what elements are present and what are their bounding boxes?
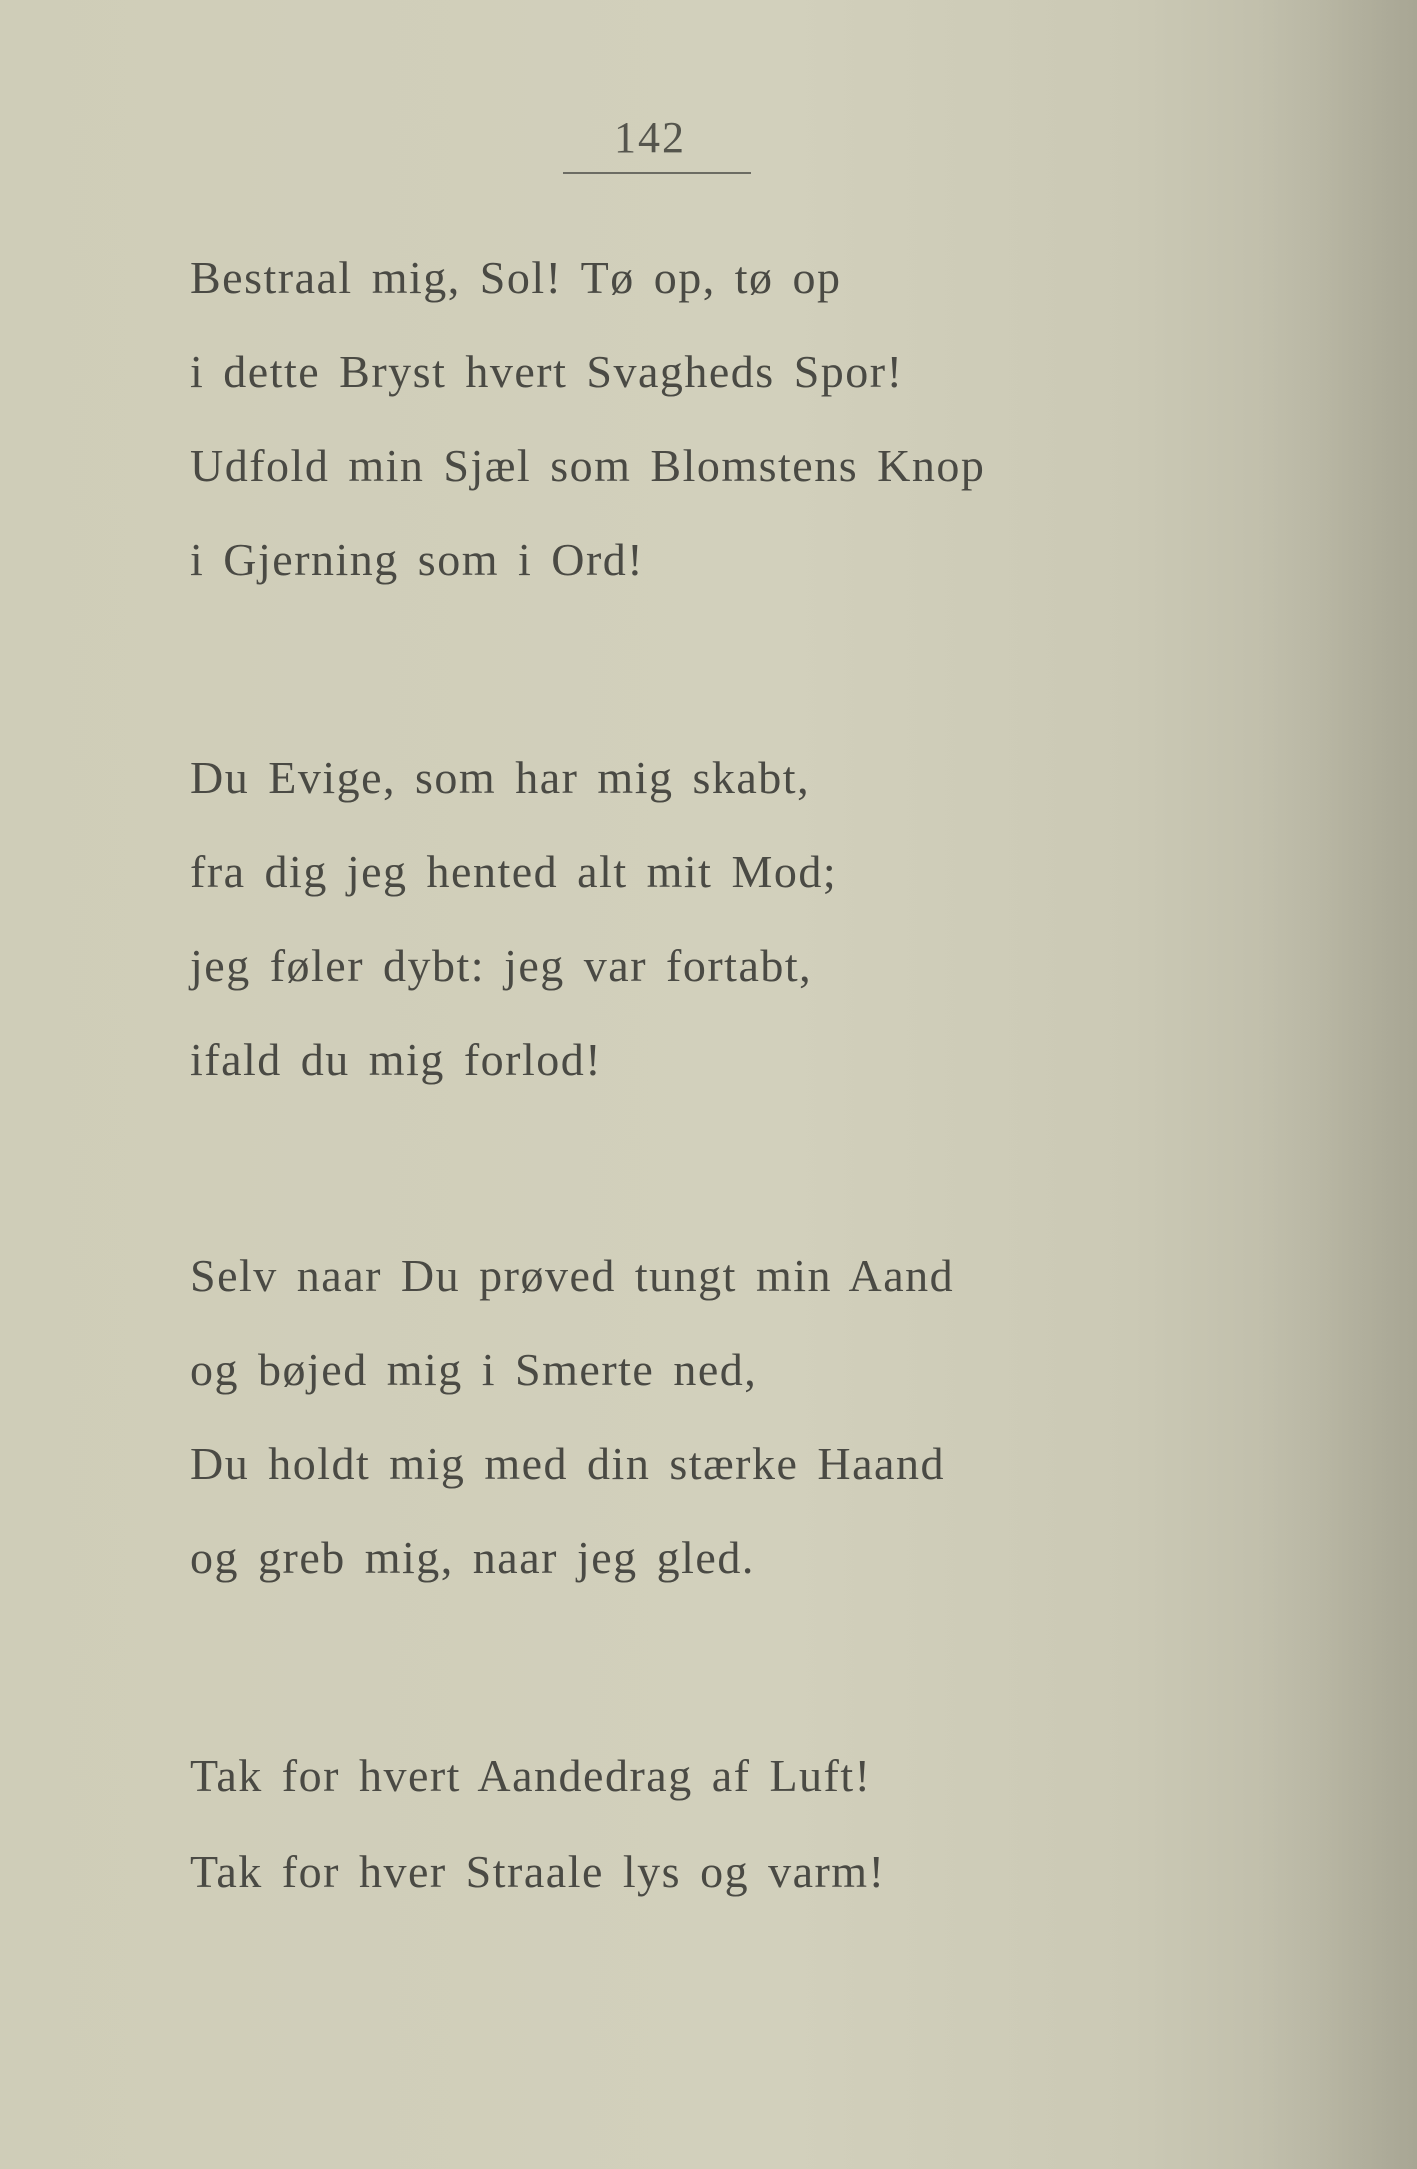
poem-line: og greb mig, naar jeg gled. [190,1532,755,1583]
poem-line: jeg føler dybt: jeg var fortabt, [190,940,813,991]
poem-line: Bestraal mig, Sol! Tø op, tø op [190,252,842,303]
poem-line: ifald du mig forlod! [190,1034,603,1085]
poem-line: Udfold min Sjæl som Blomstens Knop [190,440,986,491]
poem-line: og bøjed mig i Smerte ned, [190,1344,758,1395]
poem-line: i dette Bryst hvert Svagheds Spor! [190,346,904,397]
poem-line: Du Evige, som har mig skabt, [190,752,811,803]
poem-line: Tak for hver Straale lys og varm! [190,1846,886,1897]
poem-line: i Gjerning som i Ord! [190,534,645,585]
poem-line: fra dig jeg hented alt mit Mod; [190,846,838,897]
page-number-rule [563,172,751,174]
poem-line: Tak for hvert Aandedrag af Luft! [190,1750,872,1801]
page-edge-shadow [1257,0,1417,2169]
page-number: 142 [614,113,686,162]
poem-line: Selv naar Du prøved tungt min Aand [190,1250,955,1301]
poem-line: Du holdt mig med din stærke Haand [190,1438,945,1489]
